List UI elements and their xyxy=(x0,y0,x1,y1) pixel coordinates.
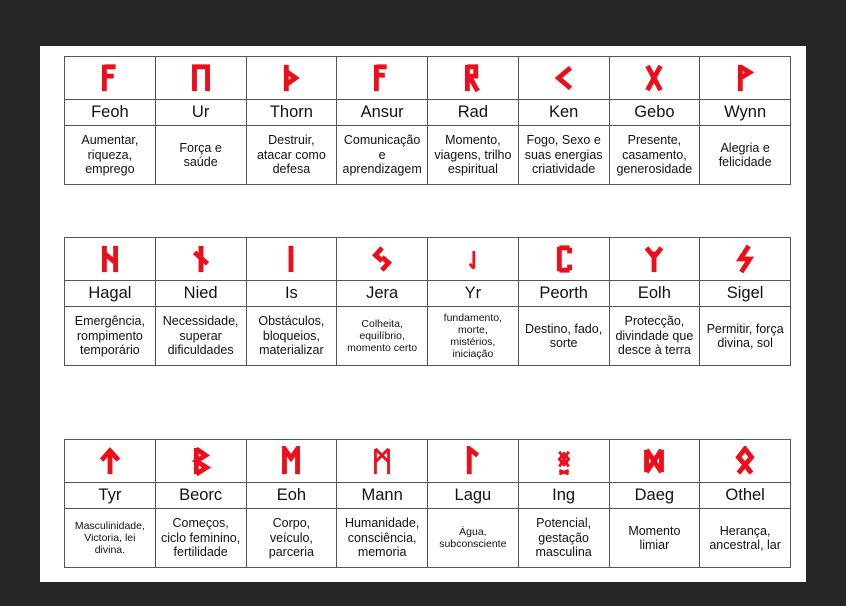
nied-rune-icon-cell xyxy=(155,238,246,281)
ansur-rune-icon xyxy=(368,63,396,93)
gebo-rune-icon-cell xyxy=(609,57,700,100)
runes-table-2 xyxy=(64,237,791,366)
meaning-line: dificuldades xyxy=(167,343,234,358)
meaning-line: gestação xyxy=(538,530,589,545)
othel-rune-icon xyxy=(731,446,759,476)
gebo-rune-icon xyxy=(640,63,668,93)
ken-rune-icon-cell xyxy=(518,57,609,100)
mann-rune-icon-cell xyxy=(337,440,428,483)
wynn-rune-icon-cell xyxy=(700,57,791,100)
rune-meaning-row xyxy=(65,509,791,568)
eoh-rune-icon xyxy=(277,446,305,476)
rune-name: Wynn xyxy=(700,100,791,126)
rune-meaning xyxy=(246,509,337,568)
meaning-line: viagens, trilho xyxy=(434,147,512,162)
rune-chart-sheet xyxy=(40,46,806,582)
hagal-rune-icon xyxy=(96,244,124,274)
rune-meaning xyxy=(246,307,337,366)
meaning-line: emprego xyxy=(85,162,135,177)
meaning-line: consciência, xyxy=(347,530,417,545)
rune-name: Ing xyxy=(518,483,609,509)
ur-rune-icon-cell xyxy=(155,57,246,100)
meaning-line: iniciação xyxy=(452,348,494,361)
sigel-rune-icon xyxy=(731,244,759,274)
meaning-line: espiritual xyxy=(447,162,498,177)
peorth-rune-icon-cell xyxy=(518,238,609,281)
meaning-line: Comunicação xyxy=(343,133,421,148)
rune-meaning xyxy=(246,126,337,185)
meaning-line: Destino, fado, xyxy=(525,321,603,336)
ing-rune-icon xyxy=(550,446,578,476)
rune-name: Tyr xyxy=(65,483,156,509)
rune-meaning xyxy=(428,126,519,185)
jera-rune-icon xyxy=(368,244,396,274)
meaning-line: parceria xyxy=(268,545,314,560)
meaning-line: Necessidade, xyxy=(162,314,239,329)
rune-meaning xyxy=(428,509,519,568)
rune-name: Eoh xyxy=(246,483,337,509)
meaning-line: divindade que xyxy=(615,328,694,343)
meaning-line: materializar xyxy=(259,343,324,358)
meaning-line: Masculinidade, xyxy=(74,519,145,532)
beorc-rune-icon xyxy=(187,446,215,476)
tyr-rune-icon xyxy=(96,446,124,476)
rune-name-row xyxy=(65,281,791,307)
rune-meaning xyxy=(609,126,700,185)
rune-meaning xyxy=(337,509,428,568)
rune-name: Peorth xyxy=(518,281,609,307)
rune-name-row xyxy=(65,483,791,509)
meaning-line: masculina xyxy=(535,545,592,560)
meaning-line: aprendizagem xyxy=(342,162,422,177)
meaning-line: temporário xyxy=(80,343,140,358)
sigel-rune-icon-cell xyxy=(700,238,791,281)
meaning-line: Corpo, xyxy=(272,516,311,531)
rune-meaning xyxy=(155,509,246,568)
meaning-line: Aumentar, xyxy=(81,133,139,148)
meaning-line: fertilidade xyxy=(173,545,228,560)
meaning-line: saúde xyxy=(183,155,218,169)
meaning-line: desce à terra xyxy=(617,343,691,358)
lagu-rune-icon-cell xyxy=(428,440,519,483)
meaning-line: Momento, xyxy=(445,133,501,148)
meaning-line: Começos, xyxy=(172,516,229,531)
meaning-line: Victoria, lei xyxy=(84,531,136,544)
meaning-line: ciclo feminino, xyxy=(161,530,241,545)
othel-rune-icon-cell xyxy=(700,440,791,483)
lagu-rune-icon xyxy=(459,446,487,476)
meaning-line: mistérios, xyxy=(450,336,496,348)
meaning-line: divina. xyxy=(94,544,126,557)
rune-name: Feoh xyxy=(65,100,156,126)
eolh-rune-icon-cell xyxy=(609,238,700,281)
meaning-line: Herança, xyxy=(719,523,771,538)
rad-rune-icon-cell xyxy=(428,57,519,100)
thorn-rune-icon xyxy=(277,63,305,93)
meaning-line: Potencial, xyxy=(536,516,592,531)
rune-meaning xyxy=(609,307,700,366)
rune-name: Daeg xyxy=(609,483,700,509)
rune-name: Eolh xyxy=(609,281,700,307)
is-rune-icon-cell xyxy=(246,238,337,281)
meaning-line: morte, xyxy=(457,323,488,336)
meaning-line: Protecção, xyxy=(624,314,685,329)
runes-table-1 xyxy=(64,56,791,185)
meaning-line: fundamento, xyxy=(443,311,503,324)
meaning-line: Colheita, xyxy=(361,317,403,330)
eoh-rune-icon-cell xyxy=(246,440,337,483)
rune-name: Nied xyxy=(155,281,246,307)
rune-meaning xyxy=(155,307,246,366)
rune-meaning xyxy=(337,126,428,185)
meaning-line: e xyxy=(378,147,386,162)
rune-meaning xyxy=(700,509,791,568)
meaning-line: generosidade xyxy=(616,162,693,177)
feoh-rune-icon-cell xyxy=(65,57,156,100)
meaning-line: Alegria e xyxy=(720,140,770,155)
meaning-line: Presente, xyxy=(627,133,682,148)
meaning-line: equilíbrio, xyxy=(359,329,405,342)
meaning-line: Humanidade, xyxy=(344,516,420,531)
daeg-rune-icon xyxy=(640,446,668,476)
meaning-line: limiar xyxy=(639,538,670,552)
rune-glyph-row xyxy=(65,57,791,100)
jera-rune-icon-cell xyxy=(337,238,428,281)
rune-name: Ur xyxy=(155,100,246,126)
rune-name: Lagu xyxy=(428,483,519,509)
rune-meaning xyxy=(65,307,156,366)
feoh-rune-icon xyxy=(96,63,124,93)
tyr-rune-icon-cell xyxy=(65,440,156,483)
yr-rune-icon xyxy=(461,244,485,274)
rad-rune-icon xyxy=(459,63,487,93)
meaning-line: memoria xyxy=(357,545,407,560)
rune-glyph-row xyxy=(65,440,791,483)
daeg-rune-icon-cell xyxy=(609,440,700,483)
rune-glyph-row xyxy=(65,238,791,281)
meaning-line: sorte xyxy=(549,336,578,350)
rune-meaning-row xyxy=(65,307,791,366)
rune-meaning-row xyxy=(65,126,791,185)
meaning-line: divina, sol xyxy=(717,336,773,350)
rune-name: Ansur xyxy=(337,100,428,126)
ing-rune-icon-cell xyxy=(518,440,609,483)
meaning-line: momento certo xyxy=(347,342,418,355)
mann-rune-icon xyxy=(368,446,396,476)
meaning-line: subconsciente xyxy=(439,538,507,550)
meaning-line: Permitir, força xyxy=(706,321,784,336)
rune-name: Yr xyxy=(428,281,519,307)
ansur-rune-icon-cell xyxy=(337,57,428,100)
rune-name: Rad xyxy=(428,100,519,126)
rune-name: Is xyxy=(246,281,337,307)
meaning-line: rompimento xyxy=(76,328,143,343)
meaning-line: suas energias xyxy=(524,147,603,162)
meaning-line: Obstáculos, xyxy=(258,314,325,329)
nied-rune-icon xyxy=(187,244,215,274)
ken-rune-icon xyxy=(550,63,578,93)
ur-rune-icon xyxy=(187,63,215,93)
rune-meaning xyxy=(700,307,791,366)
meaning-line: atacar como xyxy=(256,147,326,162)
meaning-line: Água, xyxy=(459,525,487,538)
meaning-line: superar xyxy=(179,328,222,343)
wynn-rune-icon xyxy=(731,63,759,93)
beorc-rune-icon-cell xyxy=(155,440,246,483)
is-rune-icon xyxy=(277,244,305,274)
meaning-line: Momento xyxy=(628,523,681,538)
meaning-line: bloqueios, xyxy=(262,328,320,343)
eolh-rune-icon xyxy=(640,244,668,274)
meaning-line: defesa xyxy=(272,162,311,177)
rune-meaning xyxy=(155,126,246,185)
rune-meaning xyxy=(337,307,428,366)
rune-meaning xyxy=(518,509,609,568)
rune-name: Sigel xyxy=(700,281,791,307)
meaning-line: criatividade xyxy=(532,162,596,177)
peorth-rune-icon xyxy=(550,244,578,274)
meaning-line: ancestral, lar xyxy=(709,538,781,552)
meaning-line: veículo, xyxy=(269,530,313,545)
rune-meaning xyxy=(609,509,700,568)
rune-meaning xyxy=(700,126,791,185)
meaning-line: Emergência, xyxy=(74,314,145,329)
hagal-rune-icon-cell xyxy=(65,238,156,281)
rune-meaning xyxy=(65,126,156,185)
rune-name: Mann xyxy=(337,483,428,509)
meaning-line: Fogo, Sexo e xyxy=(526,133,601,148)
rune-name: Jera xyxy=(337,281,428,307)
thorn-rune-icon-cell xyxy=(246,57,337,100)
yr-rune-icon-cell xyxy=(428,238,519,281)
rune-meaning xyxy=(65,509,156,568)
rune-name: Ken xyxy=(518,100,609,126)
meaning-line: Força e xyxy=(179,140,222,155)
rune-meaning xyxy=(518,126,609,185)
runes-table-3 xyxy=(64,439,791,568)
rune-name: Othel xyxy=(700,483,791,509)
rune-meaning xyxy=(518,307,609,366)
meaning-line: Destruir, xyxy=(268,133,315,148)
rune-name-row xyxy=(65,100,791,126)
meaning-line: felicidade xyxy=(718,155,772,169)
rune-name: Thorn xyxy=(246,100,337,126)
meaning-line: riqueza, xyxy=(87,147,133,162)
rune-name: Gebo xyxy=(609,100,700,126)
rune-meaning xyxy=(428,307,519,366)
rune-name: Beorc xyxy=(155,483,246,509)
meaning-line: casamento, xyxy=(622,147,687,162)
rune-name: Hagal xyxy=(65,281,156,307)
